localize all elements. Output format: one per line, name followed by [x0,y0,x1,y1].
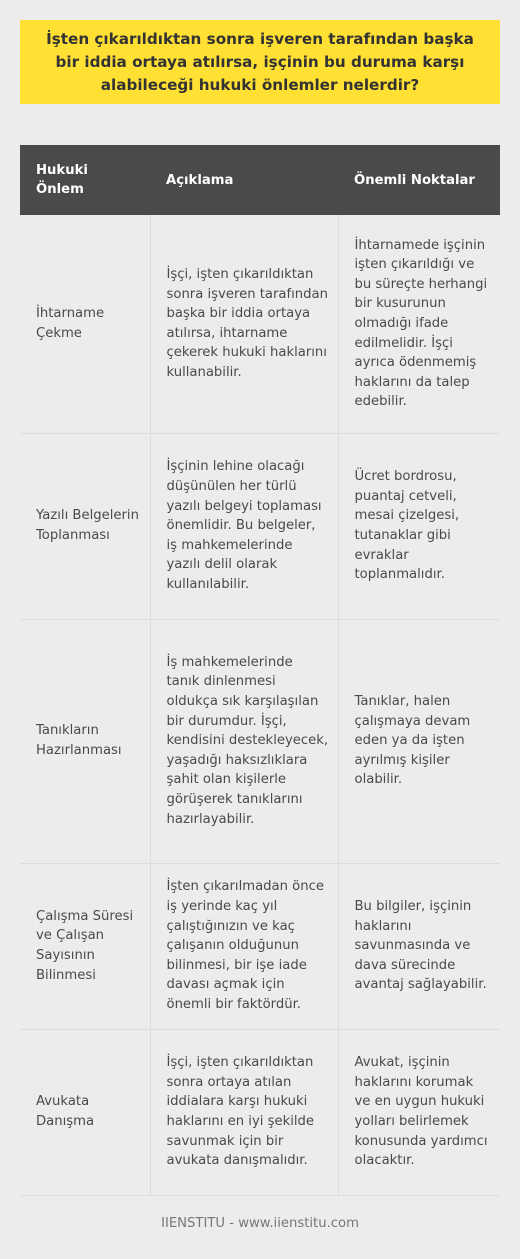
description-cell: İşçi, işten çıkarıldıktan sonra işveren tarafından başka bir iddia ortaya atılırsa, ihtarname çekerek hukuki haklarını kullanabilir. [150,215,338,433]
description-cell: İşten çıkarılmadan önce iş yerinde kaç yıl çalıştığınızın ve kaç çalışanın olduğunun bilinmesi, bir işe iade davası açmak için önemli bir faktördür. [150,863,338,1029]
table-row [20,1029,500,1195]
measure-cell: İhtarname Çekme [20,215,150,433]
table-row [20,433,500,619]
table-row [20,619,500,863]
measure-cell: Çalışma Süresi ve Çalışan Sayısının Bilinmesi [20,863,150,1029]
legal-measures-table [20,145,500,1196]
table-row [20,215,500,433]
footer-credit: IIENSTITU - www.iienstitu.com [161,1216,359,1231]
title-banner [20,20,500,104]
notes-cell: İhtarnamede işçinin işten çıkarıldığı ve bu süreçte herhangi bir kusurunun olmadığı ifade edilmelidir. İşçi ayrıca ödenmemiş haklarını da talep edebilir. [338,215,500,433]
page-title: İşten çıkarıldıktan sonra işveren tarafından başka bir iddia ortaya atılırsa, işçinin bu duruma karşı alabileceği hukuki önlemler nelerdir? [46,29,474,94]
measure-cell: Tanıkların Hazırlanması [20,619,150,863]
header-description: Açıklama [150,145,338,215]
notes-cell: Avukat, işçinin haklarını korumak ve en uygun hukuki yolları belirlemek konusunda yardımcı olacaktır. [338,1029,500,1195]
table-header-row [20,145,500,215]
measure-cell: Avukata Danışma [20,1029,150,1195]
header-notes: Önemli Noktalar [338,145,500,215]
description-cell: İş mahkemelerinde tanık dinlenmesi oldukça sık karşılaşılan bir durumdur. İşçi, kendisini destekleyecek, yaşadığı haksızlıklara şahit olan kişilerle görüşerek tanıklarını hazırlayabilir. [150,619,338,863]
description-cell: İşçinin lehine olacağı düşünülen her türlü yazılı belgeyi toplaması önemlidir. Bu belgeler, iş mahkemelerinde yazılı delil olarak kullanılabilir. [150,433,338,619]
measure-cell: Yazılı Belgelerin Toplanması [20,433,150,619]
table-row [20,863,500,1029]
notes-cell: Ücret bordrosu, puantaj cetveli, mesai çizelgesi, tutanaklar gibi evraklar toplanmalıdır. [338,433,500,619]
notes-cell: Tanıklar, halen çalışmaya devam eden ya da işten ayrılmış kişiler olabilir. [338,619,500,863]
notes-cell: Bu bilgiler, işçinin haklarını savunmasında ve dava sürecinde avantaj sağlayabilir. [338,863,500,1029]
header-measure: Hukuki Önlem [20,145,150,215]
description-cell: İşçi, işten çıkarıldıktan sonra ortaya atılan iddialara karşı hukuki haklarını en iyi şekilde savunmak için bir avukata danışmalıdır. [150,1029,338,1195]
